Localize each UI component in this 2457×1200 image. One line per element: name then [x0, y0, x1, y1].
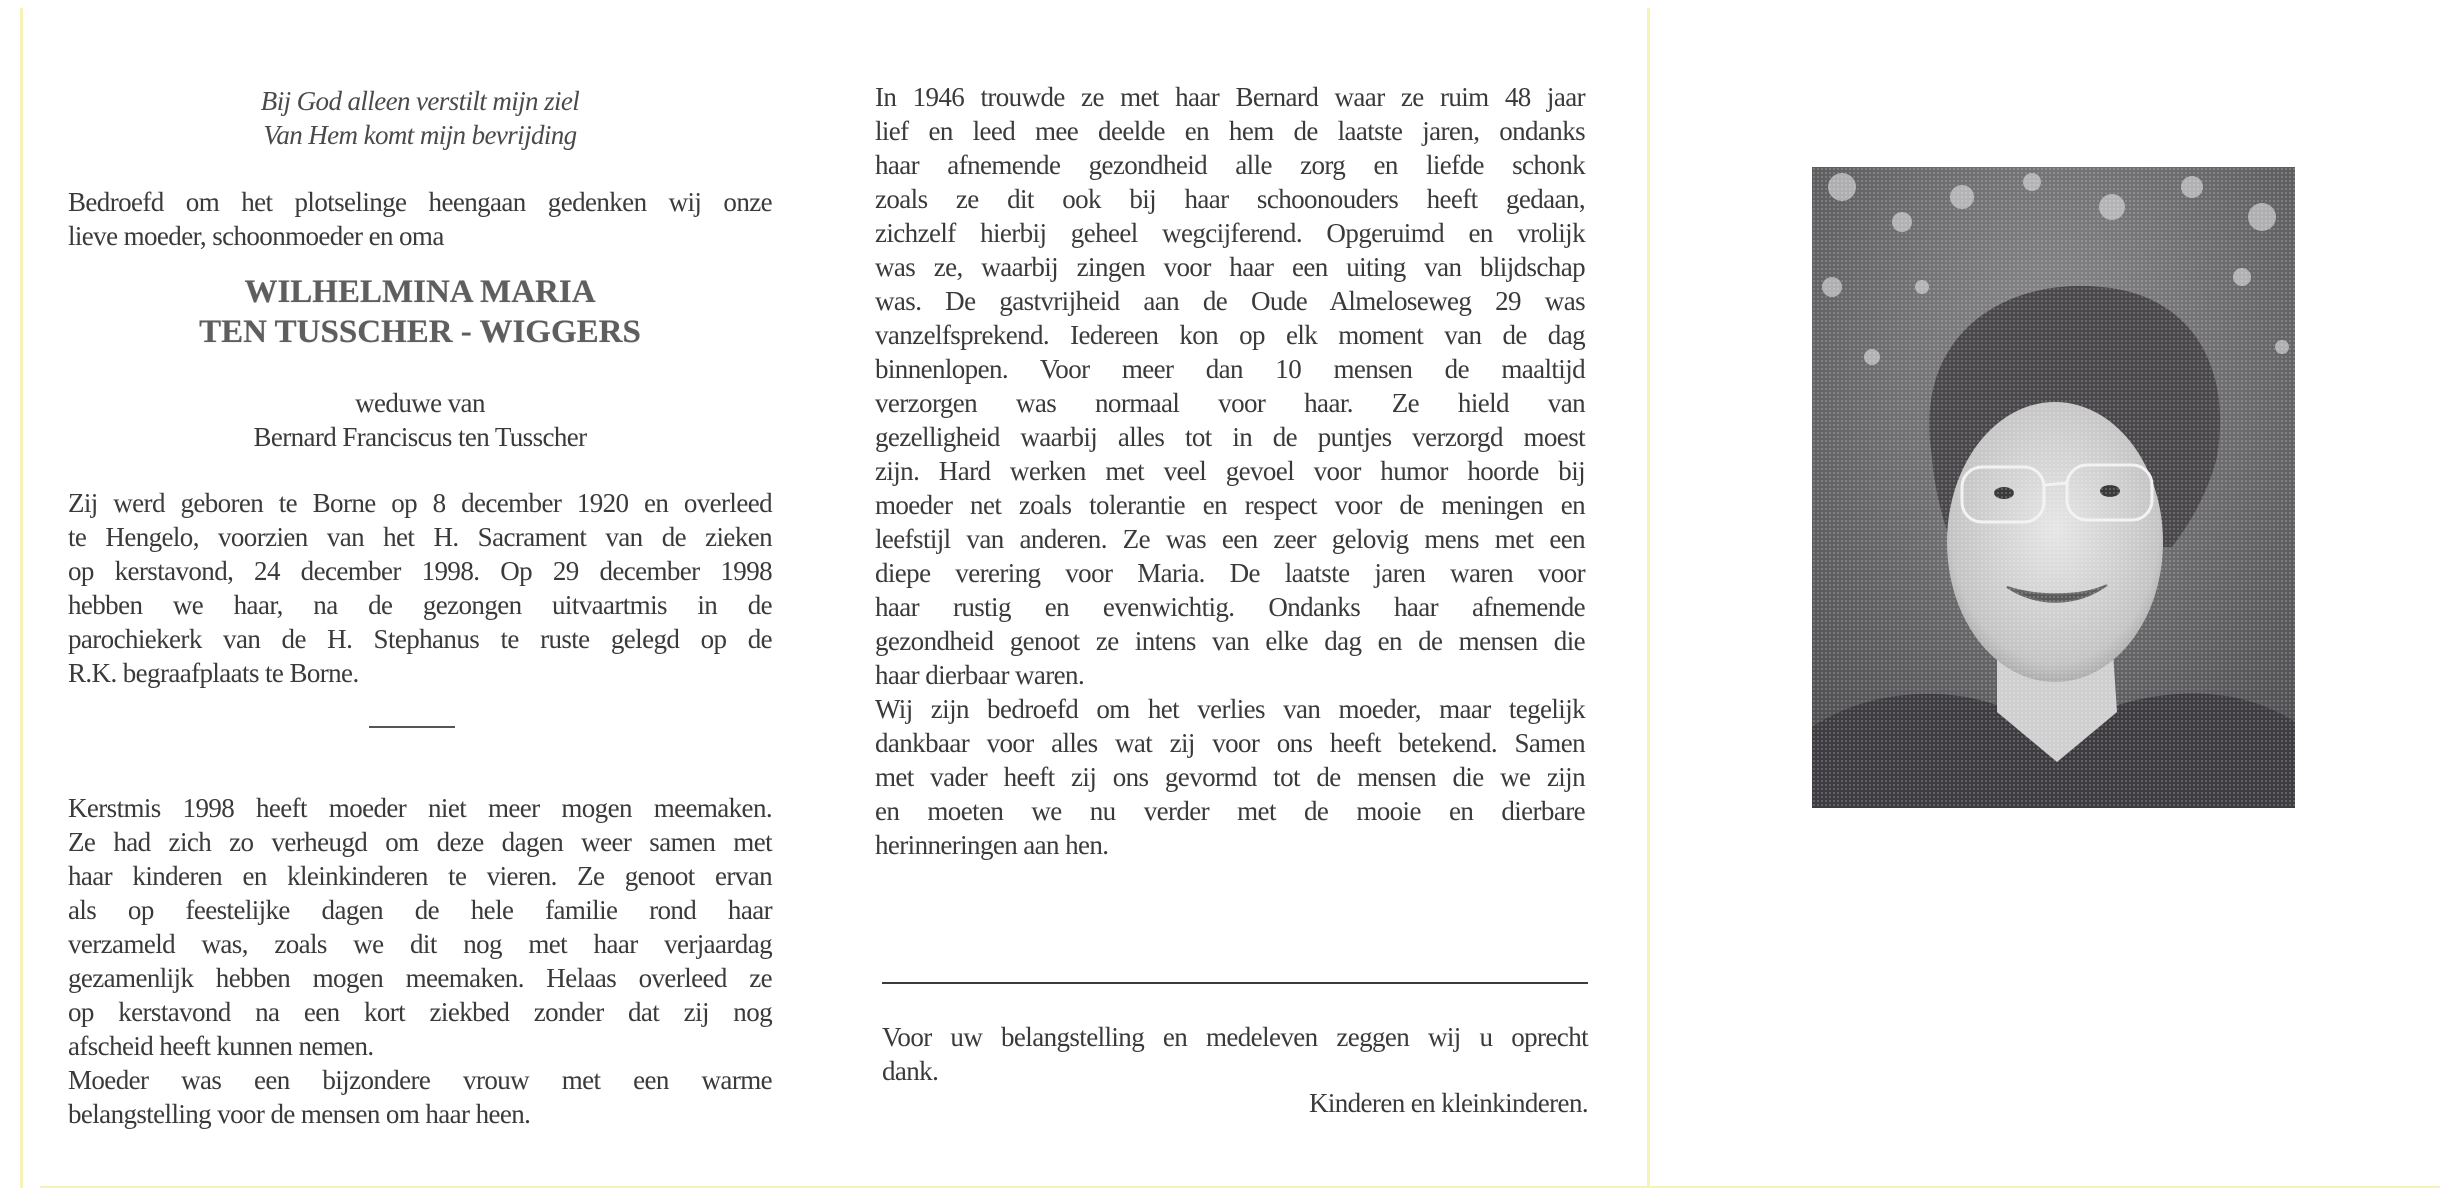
- story-line: op kerstavond na een kort ziekbed zonder dat zij nog: [68, 997, 772, 1027]
- story-line: was. De gastvrijheid aan de Oude Almeloseweg 29 was: [875, 286, 1585, 316]
- story-line: gezondheid genoot ze intens van elke dag en de mensen die: [875, 626, 1585, 656]
- story-line: zoals ze dit ook bij haar schoonouders heeft gedaan,: [875, 184, 1585, 214]
- story-line: belangstelling voor de mensen om haar heen.: [68, 1099, 531, 1129]
- story-line: verzameld was, zoals we dit nog met haar verjaardag: [68, 929, 772, 959]
- life-facts-line: R.K. begraafplaats te Borne.: [68, 658, 359, 688]
- right-eye: [2100, 485, 2120, 497]
- thanks-line: Voor uw belangstelling en medeleven zeggen wij u oprecht: [882, 1022, 1588, 1052]
- story-line: zichzelf hierbij geheel wegcijferend. Opgeruimd en vrolijk: [875, 218, 1585, 248]
- signature: Kinderen en kleinkinderen.: [1308, 1088, 1588, 1118]
- life-facts-line: Zij werd geboren te Borne op 8 december 1920 en overleed: [68, 488, 772, 518]
- story-line: Kerstmis 1998 heeft moeder niet meer mogen meemaken.: [68, 793, 772, 823]
- story-line: als op feestelijke dagen de hele familie rond haar: [68, 895, 772, 925]
- intro-line: Bedroefd om het plotselinge heengaan gedenken wij onze: [68, 187, 772, 217]
- story-line: herinneringen aan hen.: [875, 830, 1109, 860]
- panel-left: [0, 0, 840, 1200]
- intro-line: lieve moeder, schoonmoeder en oma: [68, 221, 444, 251]
- story-line: verzorgen was normaal voor haar. Ze hield van: [875, 388, 1585, 418]
- story-line: afscheid heeft kunnen nemen.: [68, 1031, 374, 1061]
- life-facts-line: te Hengelo, voorzien van het H. Sacrament van de zieken: [68, 522, 772, 552]
- story-line: In 1946 trouwde ze met haar Bernard waar ze ruim 48 jaar: [875, 82, 1585, 112]
- story-line: binnenlopen. Voor meer dan 10 mensen de maaltijd: [875, 354, 1585, 384]
- story-line: lief en leed mee deelde en hem de laatste jaren, ondanks: [875, 116, 1585, 146]
- spouse-name: Bernard Franciscus ten Tusscher: [253, 422, 587, 452]
- deceased-name: WILHELMINA MARIA: [244, 274, 596, 310]
- verse-line: Van Hem komt mijn bevrijding: [263, 120, 577, 150]
- story-line: gezelligheid waarbij alles tot in de puntjes verzorgd moest: [875, 422, 1585, 452]
- left-eye: [1994, 487, 2014, 499]
- story-line: Wij zijn bedroefd om het verlies van moeder, maar tegelijk: [875, 694, 1585, 724]
- story-line: haar afnemende gezondheid alle zorg en liefde schonk: [875, 150, 1585, 180]
- portrait-photo: [1812, 167, 2295, 808]
- story-line: Ze had zich zo verheugd om deze dagen weer samen met: [68, 827, 772, 857]
- story-line: zijn. Hard werken met veel gevoel voor humor hoorde bij: [875, 456, 1585, 486]
- story-line: haar rustig en evenwichtig. Ondanks haar afnemende: [875, 592, 1585, 622]
- section-divider: [369, 726, 455, 728]
- signature-divider: [882, 982, 1588, 984]
- life-facts-line: op kerstavond, 24 december 1998. Op 29 december 1998: [68, 556, 772, 586]
- story-line: was ze, waarbij zingen voor haar een uiting van blijdschap: [875, 252, 1585, 282]
- panel-middle: [840, 0, 1640, 1200]
- life-facts-line: hebben we haar, na de gezongen uitvaartmis in de: [68, 590, 772, 620]
- story-line: vanzelfsprekend. Iedereen kon op elk moment van de dag: [875, 320, 1585, 350]
- story-line: haar kinderen en kleinkinderen te vieren. Ze genoot ervan: [68, 861, 772, 891]
- story-line: en moeten we nu verder met de mooie en dierbare: [875, 796, 1585, 826]
- widow-of-label: weduwe van: [355, 388, 485, 418]
- story-line: met vader heeft zij ons gevormd tot de mensen die we zijn: [875, 762, 1585, 792]
- story-line: moeder net zoals tolerantie en respect voor de meningen en: [875, 490, 1585, 520]
- deceased-surname: TEN TUSSCHER - WIGGERS: [199, 314, 641, 350]
- verse-line: Bij God alleen verstilt mijn ziel: [260, 86, 580, 116]
- portrait-illustration: [1812, 167, 2295, 808]
- story-line: Moeder was een bijzondere vrouw met een warme: [68, 1065, 772, 1095]
- story-line: haar dierbaar waren.: [875, 660, 1085, 690]
- life-facts-line: parochiekerk van de H. Stephanus te ruste gelegd op de: [68, 624, 772, 654]
- thanks-line: dank.: [882, 1056, 939, 1086]
- story-line: leefstijl van anderen. Ze was een zeer gelovig mens met een: [875, 524, 1585, 554]
- story-line: dankbaar voor alles wat zij voor ons heeft betekend. Samen: [875, 728, 1585, 758]
- story-line: gezamenlijk hebben mogen meemaken. Helaas overleed ze: [68, 963, 772, 993]
- story-line: diepe verering voor Maria. De laatste jaren waren voor: [875, 558, 1585, 588]
- face: [1947, 402, 2163, 682]
